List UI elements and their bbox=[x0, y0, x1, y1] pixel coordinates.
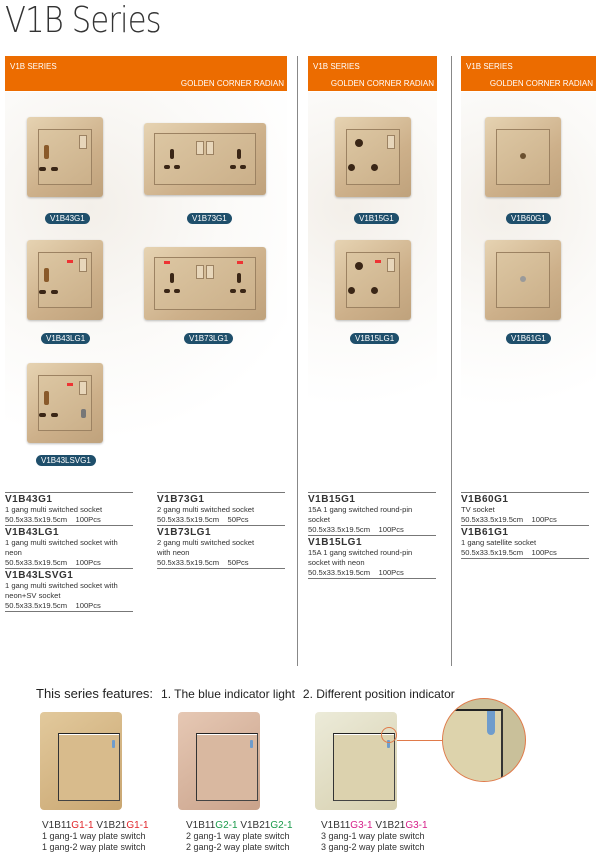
product-badge: V1B43LG1 bbox=[41, 333, 90, 344]
product-badge: V1B61G1 bbox=[506, 333, 551, 344]
product-image-v1b61g1 bbox=[485, 240, 561, 320]
switch-image-g3 bbox=[315, 712, 397, 810]
spec-item: V1B43LSVG1 1 gang multi switched socket with neon+SV socket 50.5x33.5x19.5cm 100Pcs bbox=[5, 568, 133, 612]
product-image-v1b60g1 bbox=[485, 117, 561, 197]
product-badge: V1B15LG1 bbox=[350, 333, 399, 344]
product-image-v1b15lg1 bbox=[335, 240, 411, 320]
indicator-icon bbox=[112, 740, 115, 748]
series-header-3 bbox=[461, 56, 596, 91]
spec-item: V1B15G1 15A 1 gang switched round-pin socket 50.5x33.5x19.5cm 100Pcs bbox=[308, 492, 436, 535]
spec-list bbox=[461, 492, 589, 559]
switch-label-g1: V1B11G1-1 V1B21G1-1 1 gang-1 way plate switch 1 gang-2 way plate switch bbox=[42, 820, 149, 852]
spec-item: V1B15LG1 15A 1 gang switched round-pin socket with neon 50.5x33.5x19.5cm 100Pcs bbox=[308, 535, 436, 579]
indicator-icon bbox=[250, 740, 253, 748]
product-badge: V1B15G1 bbox=[354, 213, 399, 224]
column-divider bbox=[451, 56, 452, 666]
highlight-circle bbox=[381, 727, 397, 743]
spec-item: V1B43G1 1 gang multi switched socket 50.5x33.5x19.5cm 100Pcs bbox=[5, 492, 133, 525]
series-label: V1B SERIES bbox=[466, 62, 513, 71]
column-divider bbox=[297, 56, 298, 666]
connector-line bbox=[397, 740, 443, 741]
features-heading: This series features: bbox=[36, 686, 154, 701]
product-image-v1b43g1 bbox=[27, 117, 103, 197]
spec-item: V1B73G1 2 gang multi switched socket 50.5x33.5x19.5cm 50Pcs bbox=[157, 492, 285, 525]
product-image-v1b73lg1 bbox=[144, 247, 266, 320]
series-subtitle: GOLDEN CORNER RADIAN bbox=[489, 79, 593, 88]
product-badge: V1B43LSVG1 bbox=[36, 455, 96, 466]
series-header-2 bbox=[308, 56, 437, 91]
series-subtitle: GOLDEN CORNER RADIAN bbox=[330, 79, 434, 88]
series-subtitle: GOLDEN CORNER RADIAN bbox=[180, 79, 284, 88]
spec-list bbox=[308, 492, 436, 579]
spec-list bbox=[5, 492, 133, 612]
product-image-v1b73g1 bbox=[144, 123, 266, 195]
series-label: V1B SERIES bbox=[10, 62, 57, 71]
spec-item: V1B43LG1 1 gang multi switched socket with neon 50.5x33.5x19.5cm 100Pcs bbox=[5, 525, 133, 568]
product-badge: V1B43G1 bbox=[45, 213, 90, 224]
spec-item: V1B73LG1 2 gang multi switched socket with neon 50.5x33.5x19.5cm 50Pcs bbox=[157, 525, 285, 569]
series-header-1 bbox=[5, 56, 287, 91]
features-line bbox=[36, 686, 463, 701]
product-image-v1b43lsvg1 bbox=[27, 363, 103, 443]
spec-item: V1B60G1 TV socket 50.5x33.5x19.5cm 100Pcs bbox=[461, 492, 589, 525]
switch-label-g3: V1B11G3-1 V1B21G3-1 3 gang-1 way plate switch 3 gang-2 way plate switch bbox=[321, 820, 428, 852]
feature-2: 2. Different position indicator bbox=[302, 687, 455, 701]
switch-label-g2: V1B11G2-1 V1B21G2-1 2 gang-1 way plate switch 2 gang-2 way plate switch bbox=[186, 820, 293, 852]
product-image-v1b15g1 bbox=[335, 117, 411, 197]
spec-list bbox=[157, 492, 285, 569]
series-label: V1B SERIES bbox=[313, 62, 360, 71]
page-title: V1B Series bbox=[5, 0, 161, 41]
product-badge: V1B60G1 bbox=[506, 213, 551, 224]
product-badge: V1B73G1 bbox=[187, 213, 232, 224]
spec-item: V1B61G1 1 gang satellite socket 50.5x33.5x19.5cm 100Pcs bbox=[461, 525, 589, 559]
product-image-v1b43lg1 bbox=[27, 240, 103, 320]
feature-1: 1. The blue indicator light bbox=[161, 687, 295, 701]
switch-image-g1 bbox=[40, 712, 122, 810]
switch-image-g2 bbox=[178, 712, 260, 810]
product-badge: V1B73LG1 bbox=[184, 333, 233, 344]
magnifier-icon bbox=[442, 698, 526, 782]
